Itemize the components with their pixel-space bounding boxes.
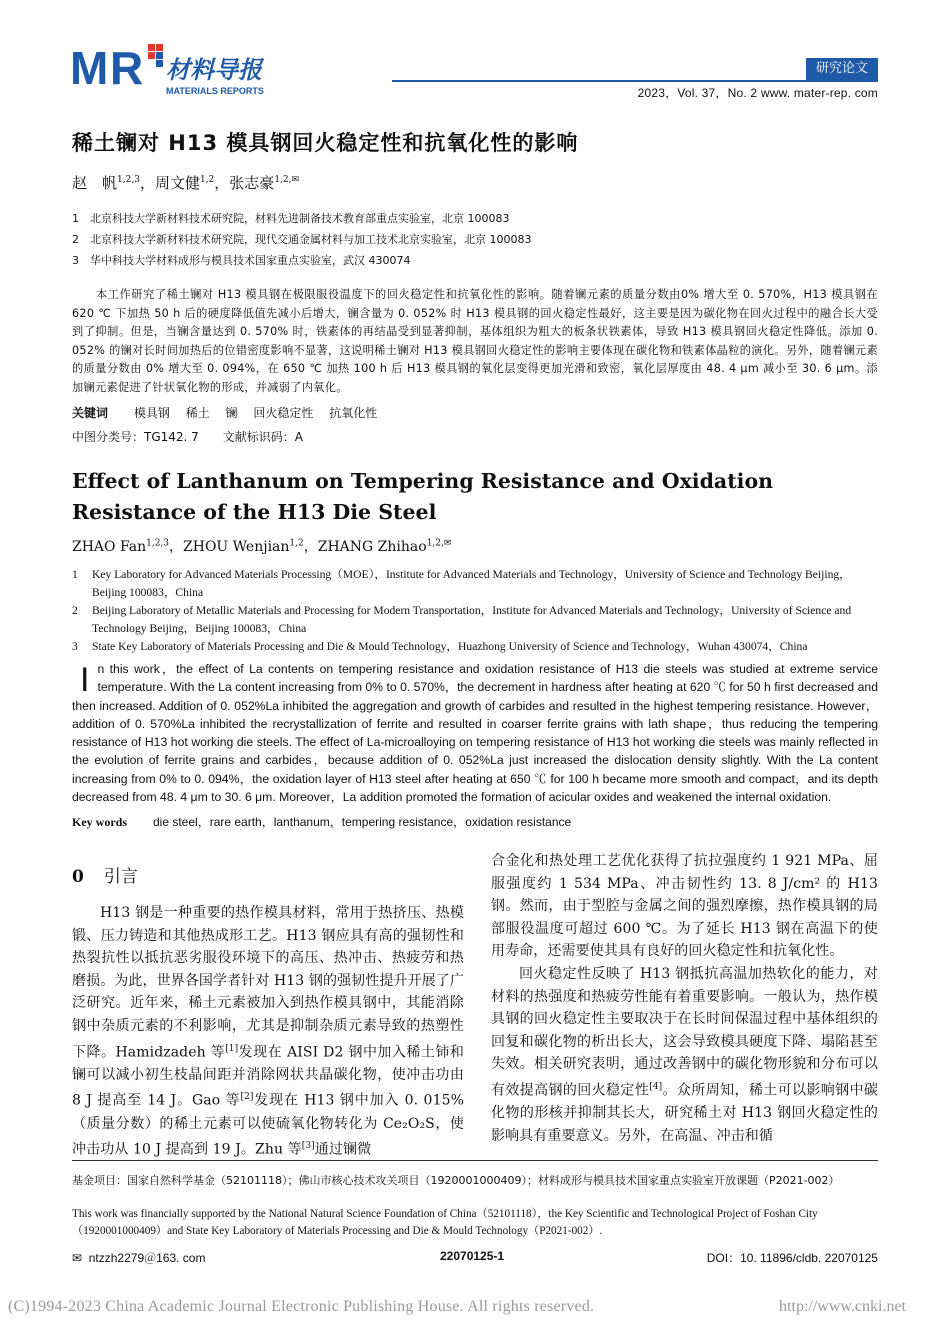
mail-icon: ✉ <box>72 1251 83 1265</box>
keywords-en <box>72 813 571 830</box>
dropcap: I <box>80 661 90 699</box>
author-name: ZHOU Wenjian <box>183 539 290 555</box>
corresponding-email[interactable]: ✉ ntzzh2279＠163. com <box>72 1251 206 1265</box>
section-title: 引言 <box>103 867 138 887</box>
author-name: ZHANG Zhihao <box>317 539 427 555</box>
page-id: 22070125-1 <box>440 1249 505 1263</box>
keyword: 回火稳定性 <box>253 406 314 420</box>
citation[interactable]: [4] <box>649 1081 663 1092</box>
logo-text-en: MATERIALS REPORTS <box>166 86 264 96</box>
affiliation-en: 1 Key Laboratory for Advanced Materials Processing（MOE），Institute for Advanced Materials and Technology，University of Science and Technology Beijing，Beijing 100083，China <box>72 568 851 599</box>
citation[interactable]: [1] <box>225 1043 239 1054</box>
mail-icon: ✉ <box>291 175 300 185</box>
paragraph: 合金化和热处理工艺优化获得了抗拉强度约 1 921 MPa、屈服强度约 1 534 MPa、冲击韧性约 13. 8 J/cm² 的 H13 钢。然而，由于型腔与金属之间的强烈摩擦，热作模具钢的局部服役温度可超过 600 ℃。为了延长 H13 钢在高温下的使用寿命，还需要使其具有良好的回火稳定性和抗氧化性。 <box>491 853 878 960</box>
author-name: 张志豪 <box>229 174 275 192</box>
keyword: 稀土 <box>185 406 210 420</box>
body-left-column <box>72 902 464 1162</box>
authors-en: ZHAO Fan$^{1,2,3}$，ZHOU Wenjian$^{1,2}$，ZHANG Zhihao$^{1,2,✉}$ <box>72 538 452 555</box>
article-title-en: Effect of Lanthanum on Tempering Resistance and Oxidation Resistance of the H13 Die Steel <box>72 469 774 524</box>
authors-cn: 赵 帆$^{1,2,3}$，周文健$^{1,2}$，张志豪$^{1,2,✉}$ <box>72 174 300 192</box>
affiliation-cn: 1 北京科技大学新材料技术研究院，材料先进制备技术教育部重点实验室，北京 100083 <box>72 212 510 225</box>
abstract-en: In this work，the effect of La contents on tempering resistance and oxidation resistance of H13 die steels was studied at extreme service temperature. With the La content increasing from 0% to 0. 570%，the decrement in hardness after heating at 620 ℃ for 50 h first decreased and then increased. Addition of 0. 052%La inhibited the aggregation and growth of carbides and resulted in the highest tempering resistance. However，addition of 0. 570%La inhibited the recrystallization of ferrite and resulted in coarser ferrite grains with lath shape，thus reducing the tempering resistance of H13 hot working die steels. The effect of La-microalloying on tempering resistance of H13 hot working die steels was mainly reflected in the evolution of ferrite grains and carbides，because addition of 0. 052%La just increased the dislocation density slightly. With the La content increasing from 0% to 0. 094%，the oxidation layer of H13 steel after heating at 650 ℃ for 100 h became more smooth and compact，and its depth decreased from 48. 4 μm to 30. 6 μm. Moreover，La addition promoted the formation of acicular oxides and weakened the internal oxidation. <box>72 661 878 805</box>
issue-line: 2023，Vol. 37，No. 2 www. mater-rep. com <box>637 86 878 100</box>
svg-text:M: M <box>70 42 106 94</box>
svg-text:R: R <box>110 42 144 94</box>
keyword: 模具钢 <box>133 406 170 420</box>
keywords-cn <box>72 404 389 421</box>
citation[interactable]: [3] <box>301 1141 315 1152</box>
funding-en: This work was financially supported by the National Natural Science Foundation of China（52101118），the Key Scientific and Technological Project of Foshan City（1920001000409）and State Key Laboratory of Materials Processing and Die & Mould Technology（P2021-002）. <box>72 1208 818 1237</box>
author-name: 周文健 <box>154 174 200 192</box>
watermark-url[interactable]: http://www.cnki.net <box>779 1298 906 1315</box>
paragraph: H13 钢是一种重要的热作模具材料，常用于热挤压、热模锻、压力铸造和其他热成形工艺。H13 钢应具有高的强韧性和热裂抗性以抵抗恶劣服役环境下的高压、热冲击、热疲劳和热磨损。为此，世界各国学者针对 H13 钢的强韧性提升开展了广泛研究。近年来，稀土元素被加入到热作模具钢中，其能消除钢中杂质元素的不利影响，尤其是抑制杂质元素导致的热塑性下降。Hamidzadeh 等[1]发现在 AISI D2 钢中加入稀土铈和镧可以减小初生枝晶间距并消除网状共晶碳化物，使冲击功由 8 J 提高至 14 J。Gao 等[2]发现在 H13 钢中加入 0. 015%（质量分数）的稀土元素可以使硫氧化物转化为 Ce₂O₂S，使冲击功从 10 J 提高到 19 J。Zhu 等[3]通过镧微 <box>72 905 464 1158</box>
keyword-list: die steel，rare earth，lanthanum，tempering resistance，oxidation resistance <box>153 815 572 829</box>
affiliation-en: 2 Beijing Laboratory of Metallic Materials and Processing for Modern Transportation，Institute for Advanced Materials and Technology，University of Science and Technology Beijing，Beijing 100083，China <box>72 604 852 635</box>
keywords-label: Key words <box>72 815 127 829</box>
watermark-copyright: (C)1994-2023 China Academic Journal Electronic Publishing House. All rights reserved. <box>8 1298 595 1315</box>
section-heading <box>72 862 138 887</box>
author-name: ZHAO Fan <box>72 539 147 555</box>
footnote-rule <box>72 1160 878 1161</box>
author-name: 赵 帆 <box>72 174 118 192</box>
affiliation-cn: 2 北京科技大学新材料技术研究院，现代交通金属材料与加工技术北京实验室，北京 100083 <box>72 233 532 246</box>
section-tag: 研究论文 <box>806 58 878 80</box>
logo-text-cn: 材料导报 <box>166 56 262 84</box>
affiliation-en: 3 State Key Laboratory of Materials Processing and Die & Mould Technology，Huazhong University of Science and Technology，Wuhan 430074，China <box>72 640 808 653</box>
article-title-cn: 稀土镧对 H13 模具钢回火稳定性和抗氧化性的影响 <box>72 131 579 155</box>
doi[interactable]: DOI：10. 11896/cldb. 22070125 <box>706 1251 878 1265</box>
affiliation-cn: 3 华中科技大学材料成形与模具技术国家重点实验室，武汉 430074 <box>72 254 411 267</box>
citation[interactable]: [2] <box>240 1092 254 1103</box>
journal-logo <box>70 40 290 100</box>
classification-cn: 中图分类号：TG142. 7 文献标识码：A <box>72 430 304 444</box>
keyword: 抗氧化性 <box>329 406 378 420</box>
paragraph: 回火稳定性反映了 H13 钢抵抗高温加热软化的能力，对材料的热强度和热疲劳性能有着重要影响。一般认为，热作模具钢的回火稳定性主要取决于在长时间保温过程中基体组织的回复和碳化物的析出长大，这会导致模具硬度下降、塌陷甚至失效。相关研究表明，通过改善钢中的碳化物形貌和分布可以有效提高钢的回火稳定性[4]。众所周知，稀土可以影响钢中碳化物的形核并抑制其长大，研究稀土对 H13 钢回火稳定性的影响具有重要意义。另外，在高温、冲击和循 <box>491 965 878 1144</box>
funding-cn: 基金项目：国家自然科学基金（52101118）；佛山市核心技术攻关项目（1920001000409）；材料成形与模具技术国家重点实验室开放课题（P2021-002） <box>72 1174 840 1187</box>
body-right-column <box>491 850 878 1147</box>
keywords-label: 关键词 <box>72 406 109 420</box>
header-rule <box>392 80 878 82</box>
mail-icon: ✉ <box>443 538 452 549</box>
abstract-cn: 本工作研究了稀土镧对 H13 模具钢在极限服役温度下的回火稳定性和抗氧化性的影响。随着镧元素的质量分数由0% 增大至 0. 570%，H13 模具钢在 620 ℃ 下加热 50 h 后的硬度降低值先减小后增大，镧含量为 0. 052% 时 H13 模具钢的回火稳定性最好，这主要是因为碳化物在回火过程中的融合长大受到了抑制。但是，当镧含量达到 0. 570% 时，铁素体的再结晶受到显著抑制，基体组织为粗大的板条状铁素体，导致 H13 模具钢回火稳定性降低。添加 0. 052% 的镧对长时间加热后的位错密度影响不显著，这说明稀土镧对 H13 模具钢回火稳定性的影响主要体现在碳化物和铁素体晶粒的演化。另外，随着镧元素的质量分数由 0% 增大至 0. 094%，在 650 ℃ 加热 100 h 后 H13 模具钢的氧化层变得更加光滑和致密，氧化层厚度由 48. 4 μm 减小至 30. 6 μm。添加镧元素促进了针状氧化物的形成，并减弱了内氧化。 <box>72 288 878 394</box>
section-number: 0 <box>72 867 84 887</box>
keyword: 镧 <box>225 406 238 420</box>
